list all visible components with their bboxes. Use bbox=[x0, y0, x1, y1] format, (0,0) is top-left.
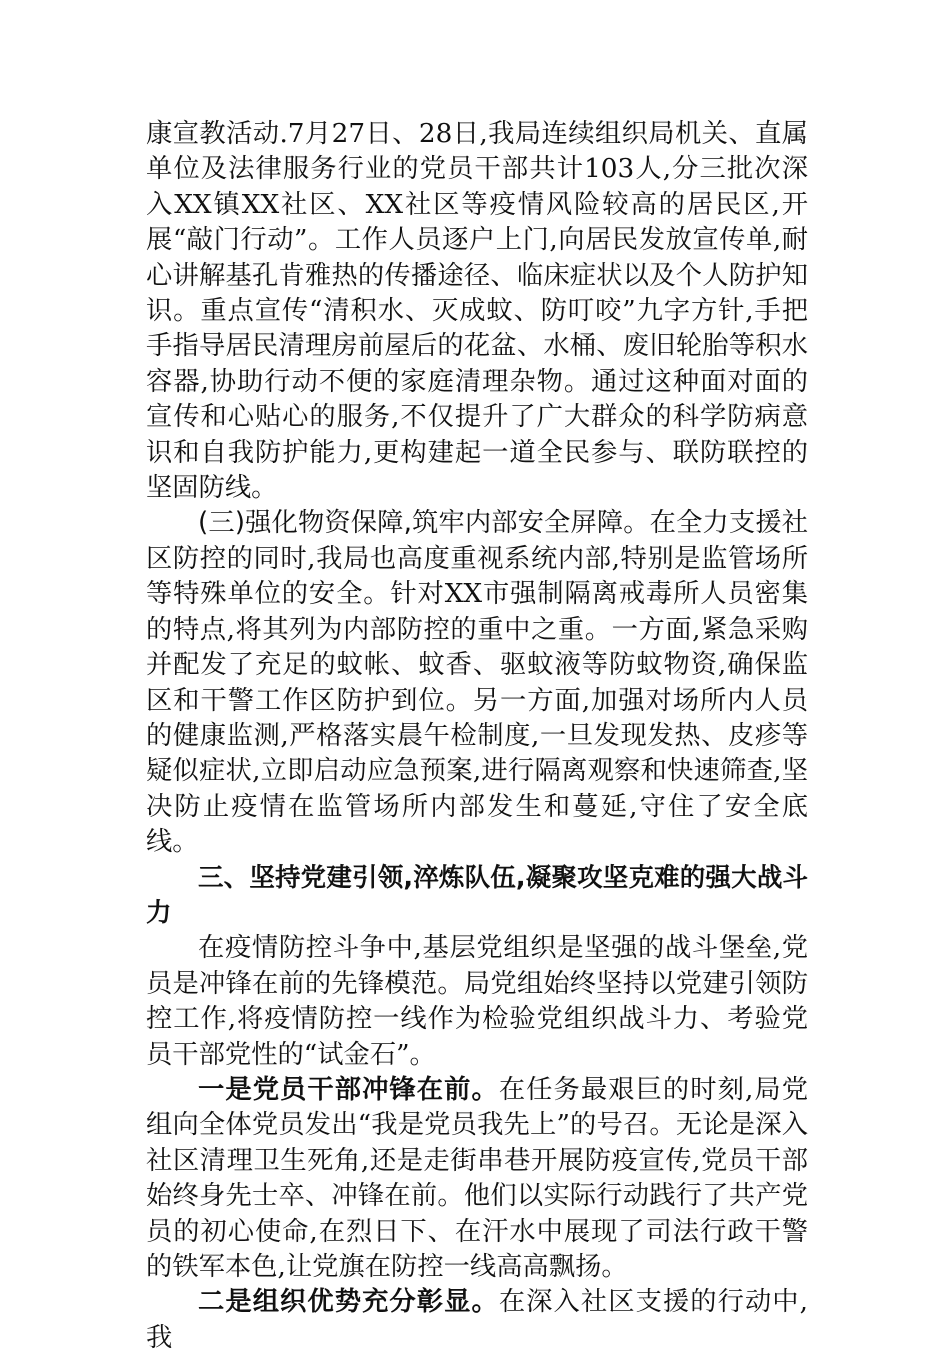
paragraph-lead: 二是组织优势充分彰显。 bbox=[198, 1287, 499, 1318]
paragraph-organization-advantage bbox=[146, 1285, 808, 1356]
paragraph-text: 在深入社区支援的行动中,我 bbox=[146, 1287, 809, 1353]
section-heading-party-building: 三、坚持党建引领,淬炼队伍,凝聚攻坚克难的强大战斗力 bbox=[146, 862, 808, 928]
paragraph-text: 在疫情防控斗争中,基层党组织是坚强的战斗堡垒,党员是冲锋在前的先锋模范。局党组始终坚持以党建引领防控工作,将疫情防控一线作为检验党组织战斗力、考验党员干部党性的“试金石”。 bbox=[146, 933, 808, 1070]
paragraph-members-vanguard bbox=[146, 1073, 808, 1285]
paragraph-community-outreach bbox=[146, 117, 808, 506]
document-page bbox=[146, 117, 808, 1356]
paragraph-party-intro bbox=[146, 931, 808, 1073]
paragraph-text: 在任务最艰巨的时刻,局党组向全体党员发出“我是党员我先上”的号召。无论是深入社区清理卫生死角,还是走街串巷开展防疫宣传,党员干部始终身先士卒、冲锋在前。他们以实际行动践行了共产党员的初心使命,在烈日下、在汗水中展现了司法行政干警的铁军本色,让党旗在防控一线高高飘扬。 bbox=[146, 1074, 809, 1282]
paragraph-material-support bbox=[146, 506, 808, 860]
paragraph-text: 康宣教活动.7月27日、28日,我局连续组织局机关、直属单位及法律服务行业的党员干部共计103人,分三批次深入XX镇XX社区、XX社区等疫情风险较高的居民区,开展“敲门行动”。工作人员逐户上门,向居民发放宣传单,耐心讲解基孔肯雅热的传播途径、临床症状以及个人防护知识。重点宣传“清积水、灭成蚊、防叮咬”九字方针,手把手指导居民清理房前屋后的花盆、水桶、废旧轮胎等积水容器,协助行动不便的家庭清理杂物。通过这种面对面的宣传和心贴心的服务,不仅提升了广大群众的科学防病意识和自我防护能力,更构建起一道全民参与、联防联控的坚固防线。 bbox=[146, 119, 808, 504]
paragraph-text: 在全力支援社区防控的同时,我局也高度重视系统内部,特别是监管场所等特殊单位的安全。针对XX市强制隔离戒毒所人员密集的特点,将其列为内部防控的重中之重。一方面,紧急采购并配发了充足的蚊帐、蚊香、驱蚊液等防蚊物资,确保监区和干警工作区防护到位。另一方面,加强对场所内人员的健康监测,严格落实晨午检制度,一旦发现发热、皮疹等疑似症状,立即启动应急预案,进行隔离观察和快速筛查,坚决防止疫情在监管场所内部发生和蔓延,守住了安全底线。 bbox=[146, 508, 808, 858]
paragraph-lead: (三)强化物资保障,筑牢内部安全屏障。 bbox=[198, 508, 650, 539]
paragraph-lead: 一是党员干部冲锋在前。 bbox=[198, 1074, 499, 1105]
